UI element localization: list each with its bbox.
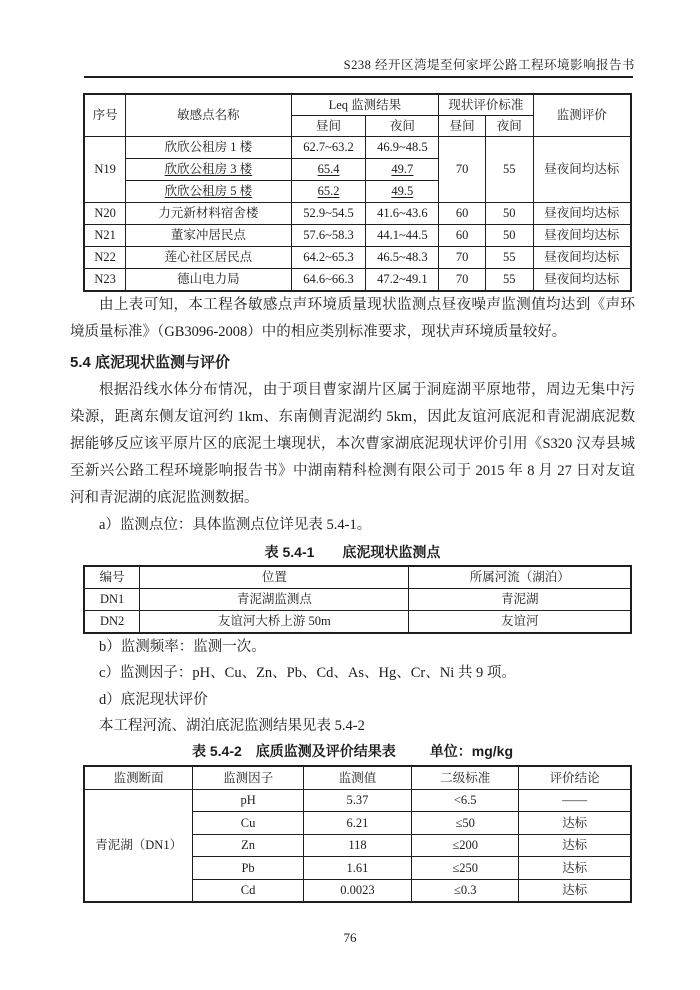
page-number: 76 — [343, 930, 357, 945]
cell-factor: Zn — [193, 834, 303, 857]
column-header-river: 所属河流（湖泊） — [409, 566, 631, 589]
cell-day: 57.6~58.3 — [291, 225, 366, 247]
document-header — [70, 57, 635, 78]
table-row — [84, 137, 631, 159]
table-row — [84, 203, 631, 225]
cell-value: 5.37 — [303, 789, 411, 812]
cell-night: 44.1~44.5 — [366, 225, 439, 247]
section-heading-5-4: 5.4 底泥现状监测与评价 — [70, 354, 231, 371]
cell-standard: ≤0.3 — [412, 879, 519, 902]
cell-name: 欣欣公租房 5 楼 — [126, 181, 291, 203]
cell-standard: ≤250 — [412, 857, 519, 880]
column-header-section: 监测断面 — [84, 766, 193, 789]
column-header-id: 编号 — [84, 566, 140, 589]
caption-title: 底质监测及评价结果表 — [255, 743, 396, 759]
cell-seq: N19 — [84, 137, 126, 203]
cell-eval: 昼夜间均达标 — [533, 137, 631, 203]
column-header-seq: 序号 — [84, 94, 126, 137]
cell-day: 65.4 — [291, 159, 366, 181]
cell-factor: Pb — [193, 857, 303, 880]
column-header-conclusion: 评价结论 — [519, 766, 631, 789]
table-row — [84, 588, 631, 610]
column-header-standard: 现状评价标准 — [439, 94, 533, 116]
column-header-name: 敏感点名称 — [126, 94, 291, 137]
cell-night: 49.7 — [366, 159, 439, 181]
cell-standard: ≤50 — [412, 812, 519, 835]
cell-eval: 昼夜间均达标 — [533, 269, 631, 292]
cell-conclusion: 达标 — [519, 834, 631, 857]
cell-day: 65.2 — [291, 181, 366, 203]
table-header-row — [84, 566, 631, 589]
cell-value: 0.0023 — [303, 879, 411, 902]
column-header-eval: 监测评价 — [533, 94, 631, 137]
cell-std-night: 50 — [485, 225, 533, 247]
cell-day: 62.7~63.2 — [291, 137, 366, 159]
cell-std-night: 55 — [485, 269, 533, 292]
cell-name: 欣欣公租房 1 楼 — [126, 137, 291, 159]
table-caption-541 — [70, 541, 635, 564]
column-header-day: 昼间 — [439, 116, 486, 137]
points-table-body — [84, 588, 631, 633]
cell-std-night: 50 — [485, 203, 533, 225]
table-row — [84, 789, 631, 812]
cell-night: 46.9~48.5 — [366, 137, 439, 159]
caption-label: 表 5.4-2 — [191, 743, 242, 759]
header-rule — [84, 76, 633, 78]
points-table-head — [84, 566, 631, 589]
cell-seq: N23 — [84, 269, 126, 292]
column-header-value: 监测值 — [303, 766, 411, 789]
cell-value: 6.21 — [303, 812, 411, 835]
cell-night: 47.2~49.1 — [366, 269, 439, 292]
caption-label: 表 5.4-1 — [264, 543, 315, 560]
cell-location: 青泥湖监测点 — [140, 588, 409, 610]
column-header-location: 位置 — [140, 566, 409, 589]
cell-standard: <6.5 — [412, 789, 519, 812]
cell-eval: 昼夜间均达标 — [533, 203, 631, 225]
cell-name: 董家冲居民点 — [126, 225, 291, 247]
list-item-b: b）监测频率：监测一次。 — [99, 638, 266, 655]
results-table-body — [84, 789, 631, 902]
cell-conclusion: 达标 — [519, 879, 631, 902]
list-item-a: a）监测点位：具体监测点位详见表 5.4-1。 — [99, 517, 372, 533]
column-header-day: 昼间 — [291, 116, 366, 137]
cell-std-day: 70 — [439, 269, 486, 292]
caption-unit: 单位：mg/kg — [429, 743, 514, 759]
cell-eval: 昼夜间均达标 — [533, 225, 631, 247]
cell-night: 49.5 — [366, 181, 439, 203]
cell-std-day: 60 — [439, 203, 486, 225]
sediment-results-table — [83, 765, 632, 903]
caption-title: 底泥现状监测点 — [342, 543, 441, 560]
cell-conclusion: —— — [519, 789, 631, 812]
cell-river: 友谊河 — [409, 610, 631, 633]
cell-std-day: 70 — [439, 137, 486, 203]
cell-conclusion: 达标 — [519, 812, 631, 835]
cell-name: 力元新材料宿舍楼 — [126, 203, 291, 225]
cell-name: 德山电力局 — [126, 269, 291, 292]
table-row — [84, 269, 631, 292]
cell-factor: Cd — [193, 879, 303, 902]
cell-day: 64.6~66.3 — [291, 269, 366, 292]
column-header-night: 夜间 — [366, 116, 439, 137]
cell-location: 友谊河大桥上游 50m — [140, 610, 409, 633]
cell-night: 41.6~43.6 — [366, 203, 439, 225]
paragraph-sediment-intro: 根据沿线水体分布情况，由于项目曹家湖片区属于洞庭湖平原地带，周边无集中污染源，距离东侧友谊河约 1km、东南侧青泥湖约 5km，因此友谊河底泥和青泥湖底泥数据能够反应该平原片区的底泥土壤现状，本次曹家湖底泥现状评价引用《S320 汉寿县城至新兴公路工程环境影响报告书》中湖南精科检测有限公司于 2015 年 8 月 27 日对友谊河和青泥湖的底泥监测数据。 — [70, 382, 635, 506]
cell-std-night: 55 — [485, 137, 533, 203]
cell-id: DN1 — [84, 588, 140, 610]
results-table-head — [84, 766, 631, 789]
table-caption-542 — [70, 740, 635, 763]
cell-factor: Cu — [193, 812, 303, 835]
cell-conclusion: 达标 — [519, 857, 631, 880]
list-item-c: c）监测因子：pH、Cu、Zn、Pb、Cd、As、Hg、Cr、Ni 共 9 项。 — [99, 665, 516, 681]
cell-night: 46.5~48.3 — [366, 247, 439, 269]
noise-monitoring-table — [83, 93, 632, 292]
header-title: S238 经开区湾堤至何家坪公路工程环境影响报告书 — [343, 58, 635, 72]
cell-std-day: 70 — [439, 247, 486, 269]
cell-seq: N22 — [84, 247, 126, 269]
cell-day: 64.2~65.3 — [291, 247, 366, 269]
cell-seq: N21 — [84, 225, 126, 247]
cell-value: 1.61 — [303, 857, 411, 880]
noise-table-head — [84, 94, 631, 137]
column-header-leq: Leq 监测结果 — [291, 94, 439, 116]
table-row — [84, 225, 631, 247]
noise-table-body — [84, 137, 631, 292]
cell-factor: pH — [193, 789, 303, 812]
table-row — [84, 610, 631, 633]
cell-day: 52.9~54.5 — [291, 203, 366, 225]
cell-section: 青泥湖（DN1） — [84, 789, 193, 902]
list-item-d: d）底泥现状评价 — [99, 691, 208, 708]
sediment-points-table — [83, 565, 632, 634]
column-header-night: 夜间 — [485, 116, 533, 137]
cell-name: 欣欣公租房 3 楼 — [126, 159, 291, 181]
table-header-row — [84, 766, 631, 789]
cell-standard: ≤200 — [412, 834, 519, 857]
cell-name: 莲心社区居民点 — [126, 247, 291, 269]
paragraph-noise-conclusion: 由上表可知，本工程各敏感点声环境质量现状监测点昼夜噪声监测值均达到《声环境质量标准》（GB3096-2008）中的相应类别标准要求，现状声环境质量较好。 — [70, 297, 635, 340]
cell-std-day: 60 — [439, 225, 486, 247]
cell-id: DN2 — [84, 610, 140, 633]
cell-seq: N20 — [84, 203, 126, 225]
paragraph-result-reference: 本工程河流、湖泊底泥监测结果见表 5.4-2 — [99, 718, 365, 734]
table-row — [84, 247, 631, 269]
column-header-factor: 监测因子 — [193, 766, 303, 789]
column-header-standard: 二级标准 — [412, 766, 519, 789]
cell-value: 118 — [303, 834, 411, 857]
cell-std-night: 55 — [485, 247, 533, 269]
cell-river: 青泥湖 — [409, 588, 631, 610]
table-header-row — [84, 94, 631, 116]
cell-eval: 昼夜间均达标 — [533, 247, 631, 269]
